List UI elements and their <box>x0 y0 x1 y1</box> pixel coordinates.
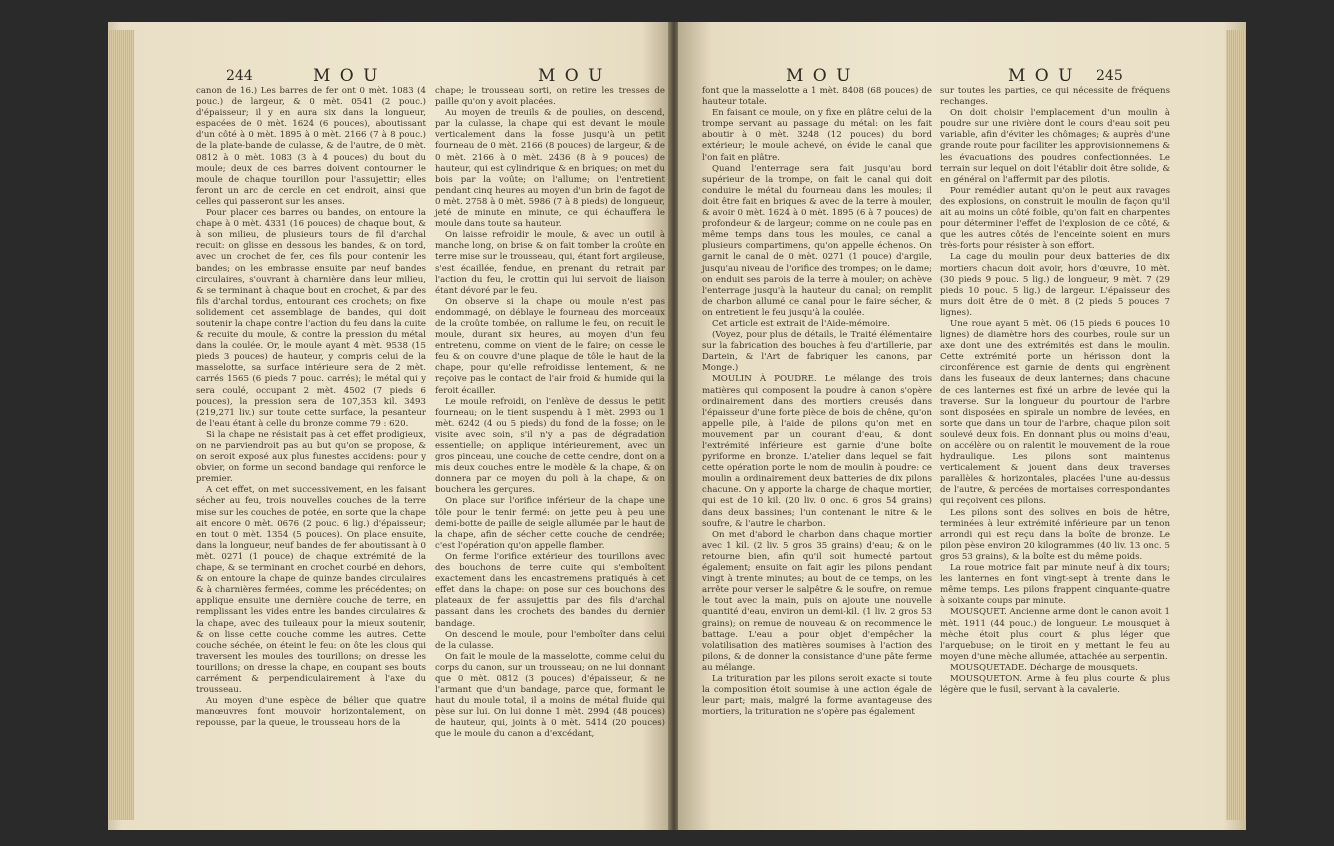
paragraph: (Voyez, pour plus de détails, le Traité élémentaire sur la fabrication des bouches à feu d'artillerie, par Dartein, & l'Art de fabriquer les canons, par Monge.) <box>702 330 932 374</box>
right-header-left: M O U <box>786 66 853 86</box>
left-page-number: 244 <box>226 68 253 84</box>
entry-mousquetade: MOUSQUETADE. Décharge de mousquets. <box>950 662 1138 673</box>
paragraph: On place sur l'orifice inférieur de la chape une tôle pour le tenir fermé: on jette peu à peu une demi-botte de paille de seigle allumée par le haut de la chape, afin de sécher cette couche de cendrée; c'est l'opération qu'on appelle flamber. <box>435 496 665 551</box>
left-page-edges <box>108 30 134 820</box>
paragraph: On observe si la chape ou moule n'est pas endommagé, on déblaye le fourneau des morceaux de la croûte tombée, on rallume le feu, on recuit le moule, durant six heures, au moyen d'un feu entretenu, comme on vient de le faire; on cesse le feu & on couvre d'une plaque de tôle le haut de la chape, pour qu'elle refroidisse lentement, & ne reçoive pas le contact de l'air froid & humide qui la feroit écailler. <box>435 296 665 396</box>
paragraph: On met d'abord le charbon dans chaque mortier avec 1 kil. (2 liv. 5 gros 35 grains) d'eau; & on le retourne bien, afin qu'il soit humecté partout également; ensuite on fait agir les pilons pendant vingt à trente minutes; au bout de ce temps, on les arrête pour verser le salpêtre & le soufre, on remue le tout avec la main, puis on ajoute une nouvelle quantité d'eau, environ un demi-kil. (1 liv. 2 gros 53 grains); on remue de nouveau & on recommence le battage. L'eau a pour objet d'empêcher la volatilisation des matières soumises à l'action des pilons, & de donner la consistance d'une pâte ferme au mélange. <box>702 529 932 673</box>
paragraph: A cet effet, on met successivement, en les faisant sécher au feu, trois nouvelles couches de la terre mise sur les couches de potée, en sorte que la chape ait encore 0 mèt. 0676 (2 pouc. 6 lig.) d'épaisseur; en tout 0 mèt. 1354 (5 pouces). On place ensuite, dans la longueur, neuf bandes de fer aboutissant à 0 mèt. 0271 (1 pouce) de chaque extrémité de la chape, & se terminant en crochet courbé en dehors, & on entoure la chape de quinze bandes circulaires & à charnières fermées, comme les précédentes; on applique ensuite une dernière couche de terre, en remplissant les vides entre les bandes circulaires & la chape, avec des tuileaux pour la mieux soutenir, & on lisse cette couche comme les autres. Cette couche séchée, on éteint le feu: on ôte les clous qui traversent les moules des tourillons; on dresse les tourillons; on dresse la chape, en coupant ses bouts carrément & perpendiculairement à l'axe du trousseau. <box>196 485 426 696</box>
paragraph: La trituration par les pilons seroit exacte si toute la composition étoit soumise à une action égale de leur part; mais, malgré la forme avantageuse des mortiers, la trituration ne s'opère pas également <box>702 673 932 718</box>
left-header-left: M O U <box>313 66 380 86</box>
left-page <box>108 22 670 830</box>
paragraph: On descend le moule, pour l'emboîter dans celui de la culasse. <box>435 629 665 651</box>
left-page-column-2 <box>435 86 665 741</box>
right-page-number: 245 <box>1096 68 1123 84</box>
paragraph: On fait le moule de la masselotte, comme celui du corps du canon, sur un trousseau; on ne lui donnant que 0 mèt. 0812 (3 pouces) d'épaisseur, & ne l'armant que d'un bandage, parce que, formant le haut du moule total, il a moins de métal fluide qui pèse sur lui. On lui donne 1 mèt. 2994 (48 pouces) de hauteur, qui, joints à 0 mèt. 5414 (20 pouces) que le moule du canon a d'excédant, <box>435 651 665 740</box>
entry-mousqueton: MOUSQUETON. Arme à feu plus courte & plus légère que le fusil, servant à la cavalerie. <box>940 673 1170 696</box>
entry-mousquet: MOUSQUET. Ancienne arme dont le canon avoit 1 mèt. 1911 (44 pouc.) de longueur. Le mousquet à mèche étoit plus court & plus léger que l'arquebuse; on le tiroit en y mettant le feu au moyen d'une mèche allumée, attachée au serpentin. <box>940 607 1170 662</box>
paragraph: Pour remédier autant qu'on le peut aux ravages des explosions, on construit le moulin de façon qu'il ait au moins un côté foible, qu'on fait en charpentes pour déterminer l'effet de l'explosion de ce côté, & que les autres côtés de l'enceinte soient en murs très-forts pour résister à son effort. <box>940 185 1170 252</box>
paragraph: Si la chape ne résistait pas à cet effet prodigieux, on ne parviendroit pas au but qu'on se propose, & on seroit exposé aux plus funestes accidens: pour y obvier, on forme un second bandage qui renforce le premier. <box>196 429 426 485</box>
paragraph: Cet article est extrait de l'Aide-mémoire. <box>712 318 890 329</box>
open-book <box>108 22 1246 830</box>
right-header-right: M O U <box>1008 66 1075 86</box>
paragraph: Au moyen d'une espèce de bélier que quatre manœuvres font mouvoir horizontalement, on repousse, par la queue, le trousseau hors de la <box>196 696 426 729</box>
paragraph: On doit choisir l'emplacement d'un moulin à poudre sur une rivière dont le cours d'eau soit peu variable, afin d'éviter les chômages; & auprès d'une grande route pour faciliter les approvisionnemens & les évacuations des poudres confectionnées. Le terrain sur lequel on doit l'établir doit être solide, & en général on l'affermit par des pilotis. <box>940 108 1170 185</box>
paragraph: sur toutes les parties, ce qui nécessite de fréquens rechanges. <box>940 86 1170 108</box>
paragraph: En faisant ce moule, on y fixe en plâtre celui de la trompe servant au passage du métal: on les fait aboutir à 0 mèt. 3248 (12 pouces) du bord extérieur; le moule achevé, on évide le canal que l'on fait en plâtre. <box>702 108 932 163</box>
right-page-edges <box>1226 30 1246 820</box>
left-header-right: M O U <box>538 66 605 86</box>
paragraph: La roue motrice fait par minute neuf à dix tours; les lanternes en font vingt-sept à trente dans le même temps. Les pilons frappent cinquante-quatre à soixante coups par minute. <box>940 563 1170 607</box>
paragraph: La cage du moulin pour deux batteries de dix mortiers chacun doit avoir, hors d'œuvre, 10 mèt. (30 pieds 9 pouc. 5 lig.) de longueur, 9 mèt. 7 (29 pieds 10 pouc. 5 lig.) de largeur. L'épaisseur des murs doit être de 0 mèt. 8 (2 pieds 5 pouces 7 lignes). <box>940 252 1170 318</box>
paragraph: Les pilons sont des solives en bois de hêtre, terminées à leur extrémité inférieure par un tenon arrondi qui est reçu dans la boîte de bronze. Le pilon pèse environ 20 kilogrammes (40 liv. 13 onc. 5 gros 53 grains), & la boîte est du même poids. <box>940 507 1170 562</box>
paragraph: font que la masselotte a 1 mèt. 8408 (68 pouces) de hauteur totale. <box>702 86 932 108</box>
paragraph: Le moule refroidi, on l'enlève de dessus le petit fourneau; on le tient suspendu à 1 mèt. 2993 ou 1 mèt. 6242 (4 ou 5 pieds) du fond de la fosse; on le visite avec soin, s'il n'y a pas de dégradation essentielle; on applique intérieurement, avec un gros pinceau, une couche de cette cendre, dont on a mis deux couches entre le modèle & la chape, & on donnera par ce moyen du poli à la chape, & on bouchera les gerçures. <box>435 396 665 496</box>
paragraph: On ferme l'orifice extérieur des tourillons avec des bouchons de terre cuite qui s'emboîtent exactement dans les encastremens pratiqués à cet effet dans la chape: on pose sur ces bouchons des plateaux de fer assujettis par des fils d'archal passant dans les crochets des bandes du dernier bandage. <box>435 551 665 629</box>
paragraph: canon de 16.) Les barres de fer ont 0 mèt. 1083 (4 pouc.) de largeur, & 0 mèt. 0541 (2 pouc.) d'épaisseur; il y en aura six dans la longueur, espacées de 0 mèt. 1624 (6 pouces), aboutissant d'un côté à 0 mèt. 1895 à 0 mèt. 2166 (7 à 8 pouc.) de la plate-bande de culasse, & de l'autre, de 0 mèt. 0812 à 0 mèt. 1083 (3 à 4 pouces) du bout du moule; deux de ces barres doivent contourner le moule de chaque tourillon pour l'assujettir; elles feront un arc de cercle en cet endroit, ainsi que celles qui passeront sur les anses. <box>196 86 426 207</box>
right-page <box>678 22 1246 830</box>
left-page-column-1 <box>196 86 426 729</box>
entry-moulin-a-poudre: MOULIN À POUDRE. Le mélange des trois matières qui composent la poudre à canon s'opère ordinairement dans des mortiers creusés dans l'épaisseur d'une forte pièce de bois de chêne, qu'on appelle pile, à l'aide de pilons qu'on met en mouvement par un courant d'eau, & dont l'extrémité inférieure est garnie d'une boîte pyriforme en bronze. L'atelier dans lequel se fait cette opération porte le nom de moulin à poudre: ce moulin a ordinairement deux batteries de dix pilons chacune. On y apporte la charge de chaque mortier, qui est de 10 kil. (20 liv. 0 onc. 6 gros 54 grains) dans deux bassines; l'un contenant le nitre & le soufre, & l'autre le charbon. <box>702 374 932 529</box>
paragraph: On laisse refroidir le moule, & avec un outil à manche long, on brise & on fait tomber la croûte en terre mise sur le trousseau, qui, étant fort argileuse, s'est écaillée, fendue, en prenant du retrait par l'action du feu, le crottin qui lui servoit de liaison étant dévoré par le feu. <box>435 230 665 296</box>
paragraph: Au moyen de treuils & de poulies, on descend, par la culasse, la chape qui est devant le moule verticalement dans la fosse jusqu'à un petit fourneau de 0 mèt. 2166 (8 pouces) de largeur, & de 0 mèt. 2166 à 0 mèt. 2436 (8 à 9 pouces) de hauteur, qui est cylindrique & en briques; on met du bois par la voûte; on l'allume; on l'entretient pendant cinq heures au moyen d'un brin de fagot de 0 mèt. 2758 à 0 mèt. 5986 (7 à 8 pieds) de longueur, jeté de minute en minute, ce qui échauffera le moule dans toute sa hauteur. <box>435 108 665 230</box>
paragraph: Quand l'enterrage sera fait jusqu'au bord supérieur de la trompe, on fait le canal qui doit conduire le métal du fourneau dans les moules; il doit être fait en briques & avec de la terre à mouler, & avoir 0 mèt. 1624 à 0 mèt. 1895 (6 à 7 pouces) de profondeur & de largeur; comme on ne coule pas en même temps dans tous les moules, ce canal a plusieurs compartimens, qu'on appelle échenos. On garnit le canal de 0 mèt. 0271 (1 pouce) d'argile, jusqu'au niveau de l'orifice des trompes; on le dame; on enduit ses parois de la terre à mouler; on achève l'enterrage jusqu'à la hauteur du canal; on remplit de charbon allumé ce canal pour le faire sécher, & on entretient le feu jusqu'à la coulée. <box>702 163 932 318</box>
paragraph: Une roue ayant 5 mèt. 06 (15 pieds 6 pouces 10 lignes) de diamètre hors des courbes, roule sur un axe dont une des extrémités est dans le moulin. Cette extrémité porte un hérisson dont la circonférence est garnie de dents qui engrènent dans les fuseaux de deux lanternes; dans chacune de ces lanternes est fixé un arbre de levée qui la traverse. Sur la longueur du pourtour de l'arbre sont disposées en spirale un nombre de levées, en sorte que dans un tour de l'arbre, chaque pilon soit soulevé deux fois. En donnant plus ou moins d'eau, on accélère ou on ralentit le mouvement de la roue hydraulique. Les pilons sont maintenus verticalement & jouent dans deux traverses parallèles & horizontales, placées l'une au-dessus de l'autre, & percées de mortaises correspondantes qui reçoivent ces pilons. <box>940 318 1170 507</box>
paragraph: chape; le trousseau sorti, on retire les tresses de paille qu'on y avoit placées. <box>435 86 665 108</box>
right-page-column-1 <box>702 86 932 718</box>
right-page-column-2 <box>940 86 1170 696</box>
paragraph: Pour placer ces barres ou bandes, on entoure la chape à 0 mèt. 4331 (16 pouces) de chaque bout, & à son milieu, de plusieurs tours de fil d'archal recuit: on glisse en dessous les bandes, & on tord, avec un crochet de fer, ces fils pour contenir les bandes; on les embrasse ensuite par neuf bandes circulaires, s'ouvrant à charnière dans leur milieu, & se terminant à chaque bout en crochet, & par des fils d'archal tordus, entourant ces crochets; on fixe solidement cet assemblage de bandes, qui doit soutenir la chape contre l'action du feu dans la cuite & recuite du moule, & contre la pression du métal dans la coulée. Or, le moule ayant 4 mèt. 9538 (15 pieds 3 pouces) de hauteur, y compris celui de la masselotte, sa surface intérieure sera de 2 mèt. carrés 1565 (6 pieds 7 pouc. carrés); le métal qui y sera coulé, occupant 2 mèt. 4502 (7 pieds 6 pouces), la pression sera de 107,353 kil. 3493 (219,271 liv.) sur toute cette surface, la pesanteur de l'eau étant à celle du bronze comme 79 : 620. <box>196 208 426 429</box>
